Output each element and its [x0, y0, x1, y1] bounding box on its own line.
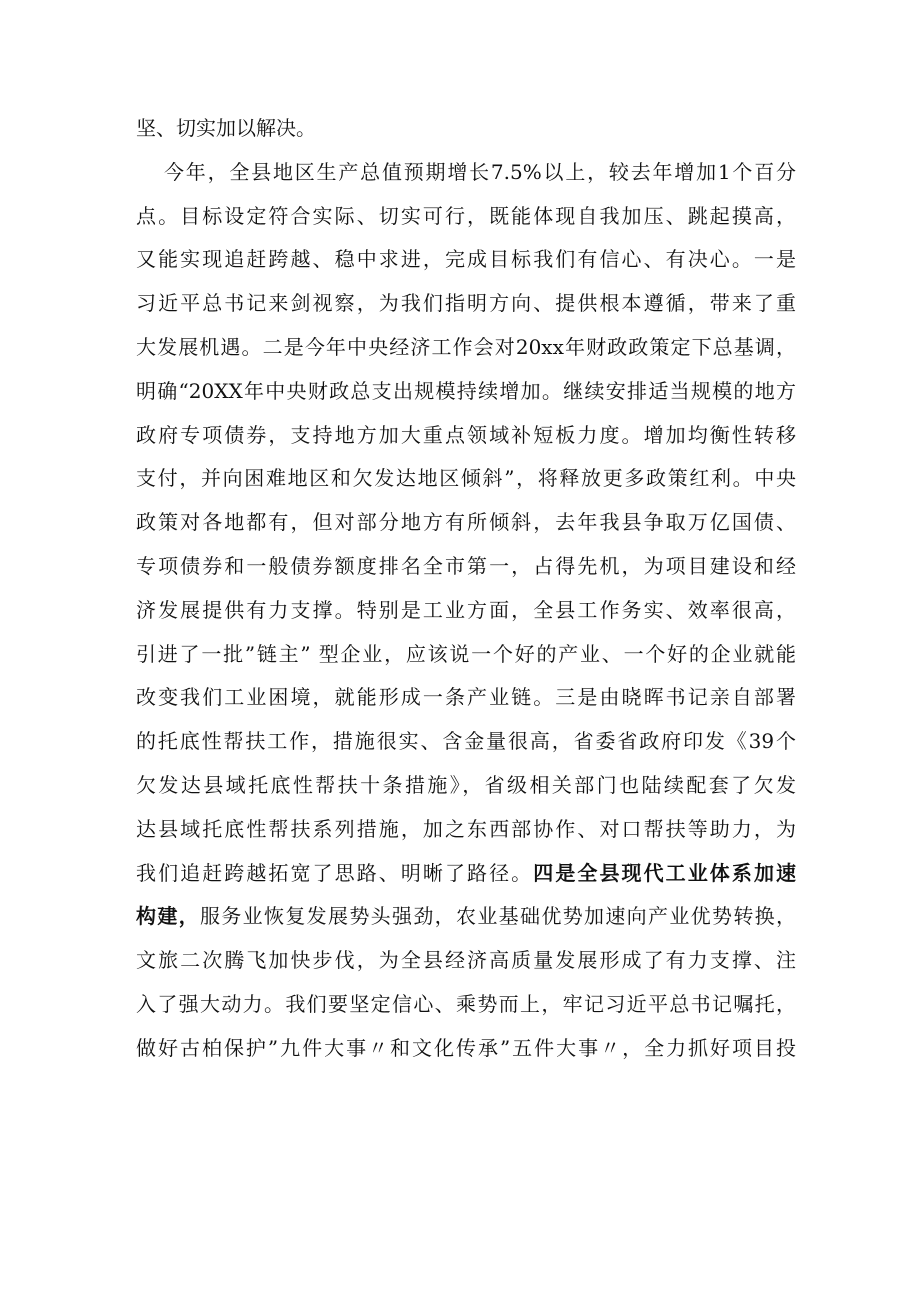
text-line: 达县域托底性帮扶系列措施，加之东西部协作、对口帮扶等助力，为	[136, 816, 796, 841]
text-line: 今年，全县地区生产总值预期增长7.5%以上，较去年增加1个百分	[164, 159, 796, 184]
text-line: 政策对各地都有，但对部分地方有所倾斜，去年我县争取万亿国债、	[136, 510, 796, 535]
text-run: 我们追赶跨越拓宽了思路、明晰了路径。	[136, 860, 534, 885]
text-line: 入了强大动力。我们要坚定信心、乘势而上，牢记习近平总书记嘱托，	[136, 991, 796, 1016]
text-line: 又能实现追赶跨越、稳中求进，完成目标我们有信心、有决心。一是	[136, 247, 796, 272]
text-line: 专项债券和一般债券额度排名全市第一，占得先机，为项目建设和经	[136, 553, 796, 578]
text-line: 文旅二次腾飞加快步伐，为全县经济高质量发展形成了有力支撑、注	[136, 948, 796, 973]
bold-text-run: 四是全县现代工业体系加速	[533, 860, 797, 885]
text-line: 坚、切实加以解决。	[136, 116, 316, 140]
text-line: 济发展提供有力支撑。特别是工业方面，全县工作务实、效率很高，	[136, 597, 796, 622]
text-line	[136, 895, 796, 939]
text-run: 服务业恢复发展势头强劲，农业基础优势加速向产业优势转换，	[200, 904, 796, 929]
text-line: 支付，并向困难地区和欠发达地区倾斜”，将释放更多政策红利。中央	[136, 466, 796, 491]
text-line	[136, 852, 796, 896]
body-text	[136, 107, 796, 1071]
text-line: 大发展机遇。二是今年中央经济工作会对20xx年财政政策定下总基调，	[136, 334, 796, 359]
bold-text-run: 构建，	[136, 904, 200, 929]
text-line: 习近平总书记来剑视察，为我们指明方向、提供根本遵循，带来了重	[136, 291, 796, 316]
text-line: 政府专项债券，支持地方加大重点领域补短板力度。增加均衡性转移	[136, 422, 796, 447]
text-line: 的托底性帮扶工作，措施很实、含金量很高，省委省政府印发《39个	[136, 729, 796, 754]
text-line: 做好古柏保护”九件大事〃和文化传承”五件大事〃，全力抓好项目投	[136, 1035, 796, 1060]
text-line: 引进了一批”链主” 型企业，应该说一个好的产业、一个好的企业就能	[136, 641, 796, 666]
text-line: 改变我们工业困境，就能形成一条产业链。三是由晓晖书记亲自部署	[136, 685, 796, 710]
text-line: 点。目标设定符合实际、切实可行，既能体现自我加压、跳起摸高，	[136, 203, 796, 228]
text-line: 明确“20XX年中央财政总支出规模持续增加。继续安排适当规模的地方	[136, 378, 796, 403]
text-line: 欠发达县域托底性帮扶十条措施》，省级相关部门也陆续配套了欠发	[136, 772, 796, 797]
